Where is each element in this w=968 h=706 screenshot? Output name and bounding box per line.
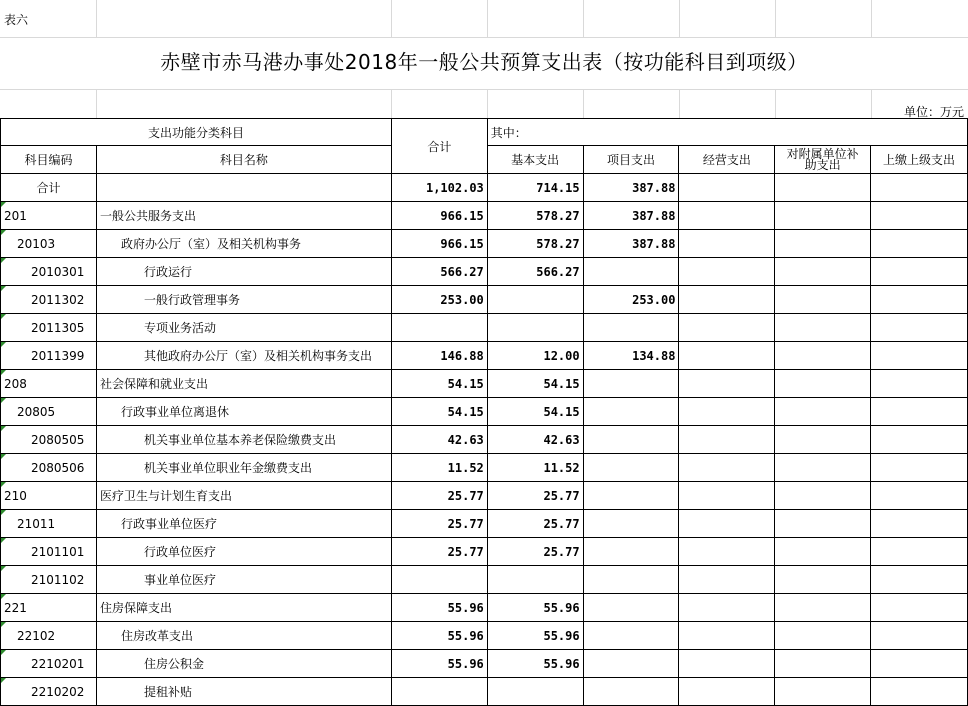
cell-basic: 578.27 bbox=[487, 230, 583, 258]
cell-code: 合计 bbox=[1, 174, 97, 202]
text-format-marker bbox=[1, 538, 6, 543]
cell-basic: 55.96 bbox=[487, 594, 583, 622]
cell-basic: 25.77 bbox=[487, 482, 583, 510]
cell-basic: 566.27 bbox=[487, 258, 583, 286]
table-row bbox=[1, 538, 968, 566]
cell-upper bbox=[871, 286, 968, 314]
table-row bbox=[1, 482, 968, 510]
cell-upper bbox=[871, 258, 968, 286]
sheet-tag: 表六 bbox=[4, 13, 29, 27]
cell-operating bbox=[679, 230, 775, 258]
cell-basic bbox=[487, 678, 583, 706]
table-row bbox=[1, 650, 968, 678]
cell-project bbox=[583, 510, 679, 538]
table-row bbox=[1, 398, 968, 426]
text-format-marker bbox=[1, 370, 6, 375]
table-row bbox=[1, 370, 968, 398]
cell-project bbox=[583, 594, 679, 622]
cell-total: 253.00 bbox=[391, 286, 487, 314]
cell-total: 54.15 bbox=[391, 370, 487, 398]
table-row bbox=[1, 258, 968, 286]
table-row bbox=[1, 314, 968, 342]
cell-basic bbox=[487, 566, 583, 594]
cell-code: 2080505 bbox=[1, 426, 97, 454]
cell-upper bbox=[871, 594, 968, 622]
cell-upper bbox=[871, 398, 968, 426]
cell-project bbox=[583, 538, 679, 566]
cell-subsidy bbox=[775, 678, 871, 706]
cell-subsidy bbox=[775, 482, 871, 510]
cell-name: 事业单位医疗 bbox=[96, 566, 391, 594]
cell-total: 1,102.03 bbox=[391, 174, 487, 202]
cell-code: 221 bbox=[1, 594, 97, 622]
cell-operating bbox=[679, 314, 775, 342]
cell-code: 20103 bbox=[1, 230, 97, 258]
cell-upper bbox=[871, 650, 968, 678]
table-row bbox=[1, 678, 968, 706]
cell-code: 210 bbox=[1, 482, 97, 510]
cell-total bbox=[391, 314, 487, 342]
cell-operating bbox=[679, 538, 775, 566]
table-row bbox=[1, 342, 968, 370]
cell-project bbox=[583, 678, 679, 706]
cell-project bbox=[583, 426, 679, 454]
text-format-marker bbox=[1, 286, 6, 291]
cell-name: 其他政府办公厅（室）及相关机构事务支出 bbox=[96, 342, 391, 370]
cell-code: 2011302 bbox=[1, 286, 97, 314]
cell-operating bbox=[679, 258, 775, 286]
cell-operating bbox=[679, 174, 775, 202]
cell-basic: 11.52 bbox=[487, 454, 583, 482]
table-row bbox=[1, 174, 968, 202]
cell-operating bbox=[679, 482, 775, 510]
cell-upper bbox=[871, 454, 968, 482]
cell-total bbox=[391, 566, 487, 594]
cell-name: 行政事业单位离退休 bbox=[96, 398, 391, 426]
cell-basic: 25.77 bbox=[487, 538, 583, 566]
cell-project bbox=[583, 370, 679, 398]
cell-code: 2010301 bbox=[1, 258, 97, 286]
cell-name: 机关事业单位基本养老保险缴费支出 bbox=[96, 426, 391, 454]
header-total: 合计 bbox=[391, 119, 487, 174]
cell-upper bbox=[871, 314, 968, 342]
cell-code: 2011399 bbox=[1, 342, 97, 370]
cell-subsidy bbox=[775, 622, 871, 650]
cell-project bbox=[583, 398, 679, 426]
cell-name: 行政单位医疗 bbox=[96, 538, 391, 566]
cell-operating bbox=[679, 454, 775, 482]
cell-name: 提租补贴 bbox=[96, 678, 391, 706]
text-format-marker bbox=[1, 230, 6, 235]
text-format-marker bbox=[1, 454, 6, 459]
cell-operating bbox=[679, 370, 775, 398]
text-format-marker bbox=[1, 594, 6, 599]
cell-upper bbox=[871, 538, 968, 566]
cell-name: 住房改革支出 bbox=[96, 622, 391, 650]
cell-subsidy bbox=[775, 230, 871, 258]
cell-name: 医疗卫生与计划生育支出 bbox=[96, 482, 391, 510]
cell-subsidy bbox=[775, 398, 871, 426]
text-format-marker bbox=[1, 398, 6, 403]
text-format-marker bbox=[1, 566, 6, 571]
cell-total bbox=[391, 678, 487, 706]
cell-name: 一般公共服务支出 bbox=[96, 202, 391, 230]
cell-upper bbox=[871, 370, 968, 398]
cell-project bbox=[583, 258, 679, 286]
cell-upper bbox=[871, 622, 968, 650]
cell-basic bbox=[487, 314, 583, 342]
cell-total: 25.77 bbox=[391, 538, 487, 566]
cell-total: 55.96 bbox=[391, 594, 487, 622]
cell-subsidy bbox=[775, 258, 871, 286]
cell-code: 2011305 bbox=[1, 314, 97, 342]
cell-basic: 12.00 bbox=[487, 342, 583, 370]
cell-project: 387.88 bbox=[583, 174, 679, 202]
table-row bbox=[1, 622, 968, 650]
cell-subsidy bbox=[775, 342, 871, 370]
cell-basic bbox=[487, 286, 583, 314]
cell-subsidy bbox=[775, 594, 871, 622]
table-row bbox=[1, 202, 968, 230]
cell-subsidy bbox=[775, 426, 871, 454]
cell-total: 25.77 bbox=[391, 482, 487, 510]
cell-code: 2210201 bbox=[1, 650, 97, 678]
cell-code: 208 bbox=[1, 370, 97, 398]
cell-code: 2210202 bbox=[1, 678, 97, 706]
cell-code: 21011 bbox=[1, 510, 97, 538]
table-row bbox=[1, 230, 968, 258]
table-row bbox=[1, 426, 968, 454]
cell-subsidy bbox=[775, 314, 871, 342]
cell-basic: 55.96 bbox=[487, 622, 583, 650]
table-row bbox=[1, 510, 968, 538]
text-format-marker bbox=[1, 622, 6, 627]
cell-project bbox=[583, 622, 679, 650]
cell-code: 2101102 bbox=[1, 566, 97, 594]
header-basic: 基本支出 bbox=[487, 146, 583, 174]
cell-upper bbox=[871, 566, 968, 594]
cell-subsidy bbox=[775, 286, 871, 314]
cell-total: 566.27 bbox=[391, 258, 487, 286]
cell-basic: 55.96 bbox=[487, 650, 583, 678]
cell-name: 一般行政管理事务 bbox=[96, 286, 391, 314]
cell-project: 387.88 bbox=[583, 202, 679, 230]
cell-upper bbox=[871, 174, 968, 202]
cell-total: 55.96 bbox=[391, 650, 487, 678]
cell-subsidy bbox=[775, 538, 871, 566]
cell-basic: 54.15 bbox=[487, 398, 583, 426]
cell-name: 行政事业单位医疗 bbox=[96, 510, 391, 538]
header-upper: 上缴上级支出 bbox=[871, 146, 968, 174]
text-format-marker bbox=[1, 650, 6, 655]
cell-project: 387.88 bbox=[583, 230, 679, 258]
cell-project: 134.88 bbox=[583, 342, 679, 370]
text-format-marker bbox=[1, 342, 6, 347]
text-format-marker bbox=[1, 202, 6, 207]
cell-project bbox=[583, 482, 679, 510]
cell-operating bbox=[679, 566, 775, 594]
cell-project bbox=[583, 650, 679, 678]
cell-basic: 42.63 bbox=[487, 426, 583, 454]
text-format-marker bbox=[1, 482, 6, 487]
cell-operating bbox=[679, 594, 775, 622]
cell-basic: 714.15 bbox=[487, 174, 583, 202]
cell-operating bbox=[679, 510, 775, 538]
header-project: 项目支出 bbox=[583, 146, 679, 174]
cell-operating bbox=[679, 622, 775, 650]
cell-subsidy bbox=[775, 650, 871, 678]
cell-total: 54.15 bbox=[391, 398, 487, 426]
page-title: 赤壁市赤马港办事处2018年一般公共预算支出表（按功能科目到项级） bbox=[160, 50, 808, 74]
cell-upper bbox=[871, 482, 968, 510]
cell-project bbox=[583, 454, 679, 482]
cell-code: 20805 bbox=[1, 398, 97, 426]
cell-name: 社会保障和就业支出 bbox=[96, 370, 391, 398]
cell-upper bbox=[871, 230, 968, 258]
cell-name: 机关事业单位职业年金缴费支出 bbox=[96, 454, 391, 482]
unit-label: 单位：万元 bbox=[903, 105, 964, 119]
cell-total: 146.88 bbox=[391, 342, 487, 370]
text-format-marker bbox=[1, 258, 6, 263]
cell-operating bbox=[679, 398, 775, 426]
header-subsidy: 对附属单位补助支出 bbox=[775, 146, 871, 174]
cell-total: 966.15 bbox=[391, 230, 487, 258]
text-format-marker bbox=[1, 510, 6, 515]
cell-subsidy bbox=[775, 202, 871, 230]
cell-operating bbox=[679, 202, 775, 230]
header-category-group: 支出功能分类科目 bbox=[1, 119, 392, 146]
header-code: 科目编码 bbox=[1, 146, 97, 174]
cell-upper bbox=[871, 678, 968, 706]
cell-name bbox=[96, 174, 391, 202]
cell-code: 22102 bbox=[1, 622, 97, 650]
cell-total: 966.15 bbox=[391, 202, 487, 230]
cell-basic: 54.15 bbox=[487, 370, 583, 398]
text-format-marker bbox=[1, 678, 6, 683]
cell-operating bbox=[679, 650, 775, 678]
cell-upper bbox=[871, 202, 968, 230]
cell-code: 201 bbox=[1, 202, 97, 230]
cell-operating bbox=[679, 426, 775, 454]
cell-operating bbox=[679, 342, 775, 370]
cell-name: 住房保障支出 bbox=[96, 594, 391, 622]
text-format-marker bbox=[1, 426, 6, 431]
cell-subsidy bbox=[775, 370, 871, 398]
cell-subsidy bbox=[775, 510, 871, 538]
cell-total: 25.77 bbox=[391, 510, 487, 538]
header-operating: 经营支出 bbox=[679, 146, 775, 174]
cell-project: 253.00 bbox=[583, 286, 679, 314]
cell-total: 55.96 bbox=[391, 622, 487, 650]
cell-operating bbox=[679, 286, 775, 314]
cell-operating bbox=[679, 678, 775, 706]
header-name: 科目名称 bbox=[96, 146, 391, 174]
cell-project bbox=[583, 566, 679, 594]
table-row bbox=[1, 566, 968, 594]
table-row bbox=[1, 454, 968, 482]
cell-code: 2101101 bbox=[1, 538, 97, 566]
cell-subsidy bbox=[775, 174, 871, 202]
cell-name: 专项业务活动 bbox=[96, 314, 391, 342]
cell-code: 2080506 bbox=[1, 454, 97, 482]
cell-basic: 25.77 bbox=[487, 510, 583, 538]
cell-subsidy bbox=[775, 566, 871, 594]
budget-table bbox=[0, 118, 968, 706]
table-row bbox=[1, 286, 968, 314]
cell-total: 42.63 bbox=[391, 426, 487, 454]
cell-basic: 578.27 bbox=[487, 202, 583, 230]
cell-upper bbox=[871, 426, 968, 454]
table-row bbox=[1, 594, 968, 622]
cell-subsidy bbox=[775, 454, 871, 482]
header-among: 其中： bbox=[487, 119, 967, 146]
cell-upper bbox=[871, 510, 968, 538]
cell-name: 政府办公厅（室）及相关机构事务 bbox=[96, 230, 391, 258]
text-format-marker bbox=[1, 314, 6, 319]
cell-name: 行政运行 bbox=[96, 258, 391, 286]
cell-upper bbox=[871, 342, 968, 370]
cell-total: 11.52 bbox=[391, 454, 487, 482]
cell-project bbox=[583, 314, 679, 342]
cell-name: 住房公积金 bbox=[96, 650, 391, 678]
